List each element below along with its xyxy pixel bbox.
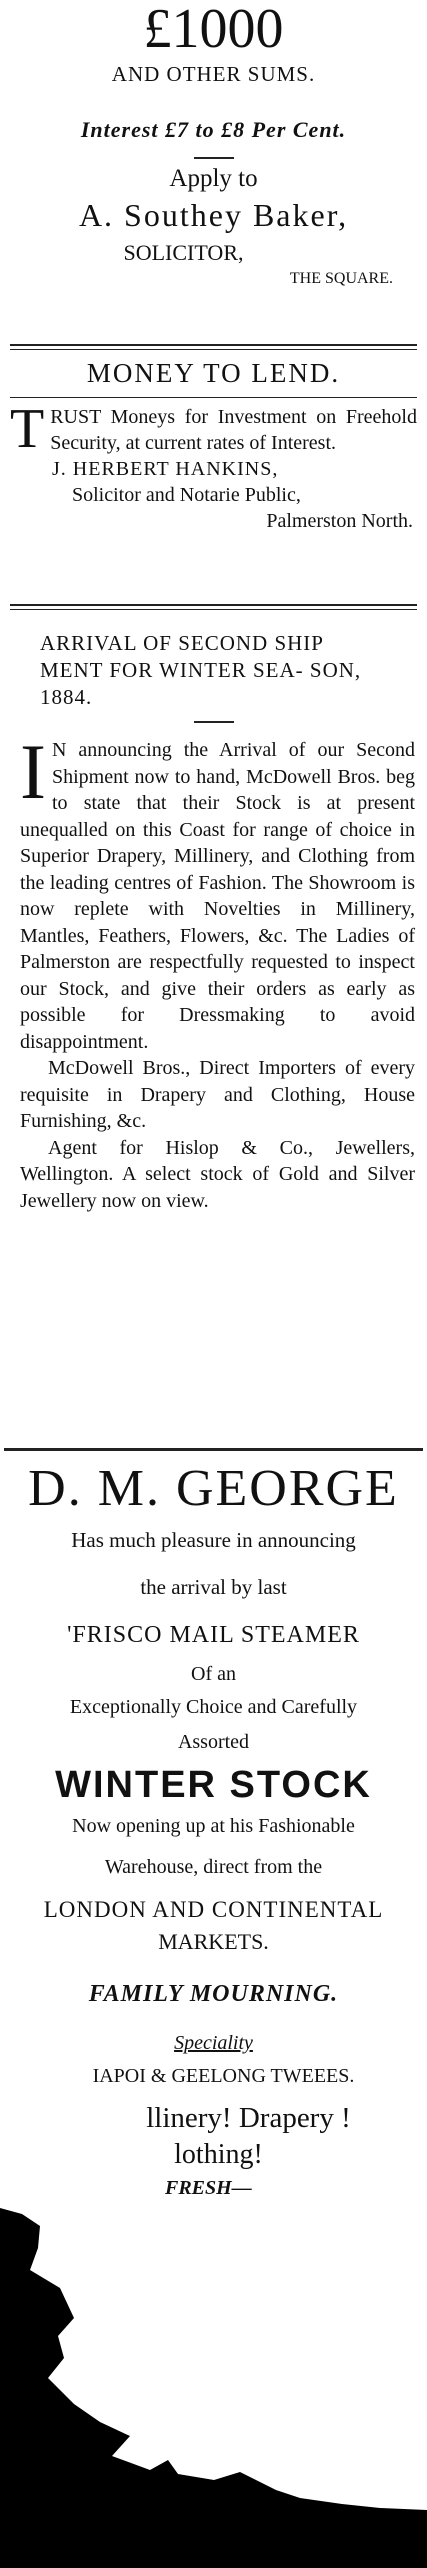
george-line6: Assorted [177,1731,250,1753]
rule [10,604,417,610]
ad-mcdowell [0,630,427,1214]
millinery-drapery: llinery! Drapery ! [146,2102,351,2134]
divider [10,397,417,398]
torn-page-edge [0,2208,427,2568]
ad-hankins [0,358,427,534]
divider [194,721,234,723]
solicitor-title: SOLICITOR, [123,240,244,265]
george-name: D. M. GEORGE [28,1460,399,1517]
rule [10,344,417,350]
rule [4,1448,423,1451]
ad-southey-baker [0,0,427,288]
hankins-title: Solicitor and Notarie Public, [72,484,301,506]
george-line10: MARKETS. [158,1929,269,1954]
arrival-heading: ARRIVAL OF SECOND SHIP MENT FOR WINTER SEA- SON, 1884. [40,631,362,709]
baker-name: A. Southey Baker, [78,197,349,233]
mcdowell-importers: McDowell Bros., Direct Importers of every requisite in Drapery and Clothing, House Furnishing, &c. [20,1057,415,1132]
drop-cap: I [20,728,46,815]
amount-heading: £1000 [143,0,284,60]
address: THE SQUARE. [289,270,393,287]
apply-to: Apply to [169,165,258,192]
fresh: FRESH— [165,2177,252,2199]
family-mourning: FAMILY MOURNING. [88,1981,339,2007]
drop-cap: T [10,398,45,460]
george-line3: 'FRISCO MAIL STEAMER [67,1622,360,1648]
george-line2: the arrival by last [140,1575,287,1599]
george-line4: Of an [191,1663,236,1685]
george-line8: Warehouse, direct from the [104,1856,323,1878]
mcdowell-body: N announcing the Arrival of our Second Shipment now to hand, McDowell Bros. beg to state that their Stock is at present unequalled on this Coast for range of choice in Superior Drapery, Millinery, and Clothing from the leading centres of Fashion. The Showroom is now replete with Novelties in Millinery, Mantles, Feathers, Flowers, &c. The Ladies of Palmerston are respectfully requested to inspect our Stock, and give their orders as early as possible for Dressmaking to avoid disappointment. [20,739,415,1053]
george-line1: Has much pleasure in announcing [71,1528,356,1552]
clothing: lothing! [174,2139,263,2170]
tweeds: IAPOI & GEELONG TWEEES. [92,2065,355,2087]
hankins-body: RUST Moneys for Investment on Freehold Security, at current rates of Interest. [50,406,417,454]
divider [194,157,234,159]
hankins-name: J. HERBERT HANKINS, [52,458,279,480]
interest-line: Interest £7 to £8 Per Cent. [80,117,347,142]
winter-stock: WINTER STOCK [55,1764,372,1806]
george-line5: Exceptionally Choice and Carefully [69,1696,358,1718]
ad-george [0,1460,427,2200]
george-line7: Now opening up at his Fashionable [72,1815,355,1837]
hankins-place: Palmerston North. [266,510,413,532]
other-sums: AND OTHER SUMS. [111,62,316,86]
money-heading: MONEY TO LEND. [86,358,341,388]
mcdowell-agent: Agent for Hislop & Co., Jewellers, Wellington. A select stock of Gold and Silver Jewellery now on view. [20,1136,415,1212]
speciality: Speciality [174,2032,253,2054]
george-line9: LONDON AND CONTINENTAL [43,1897,384,1922]
